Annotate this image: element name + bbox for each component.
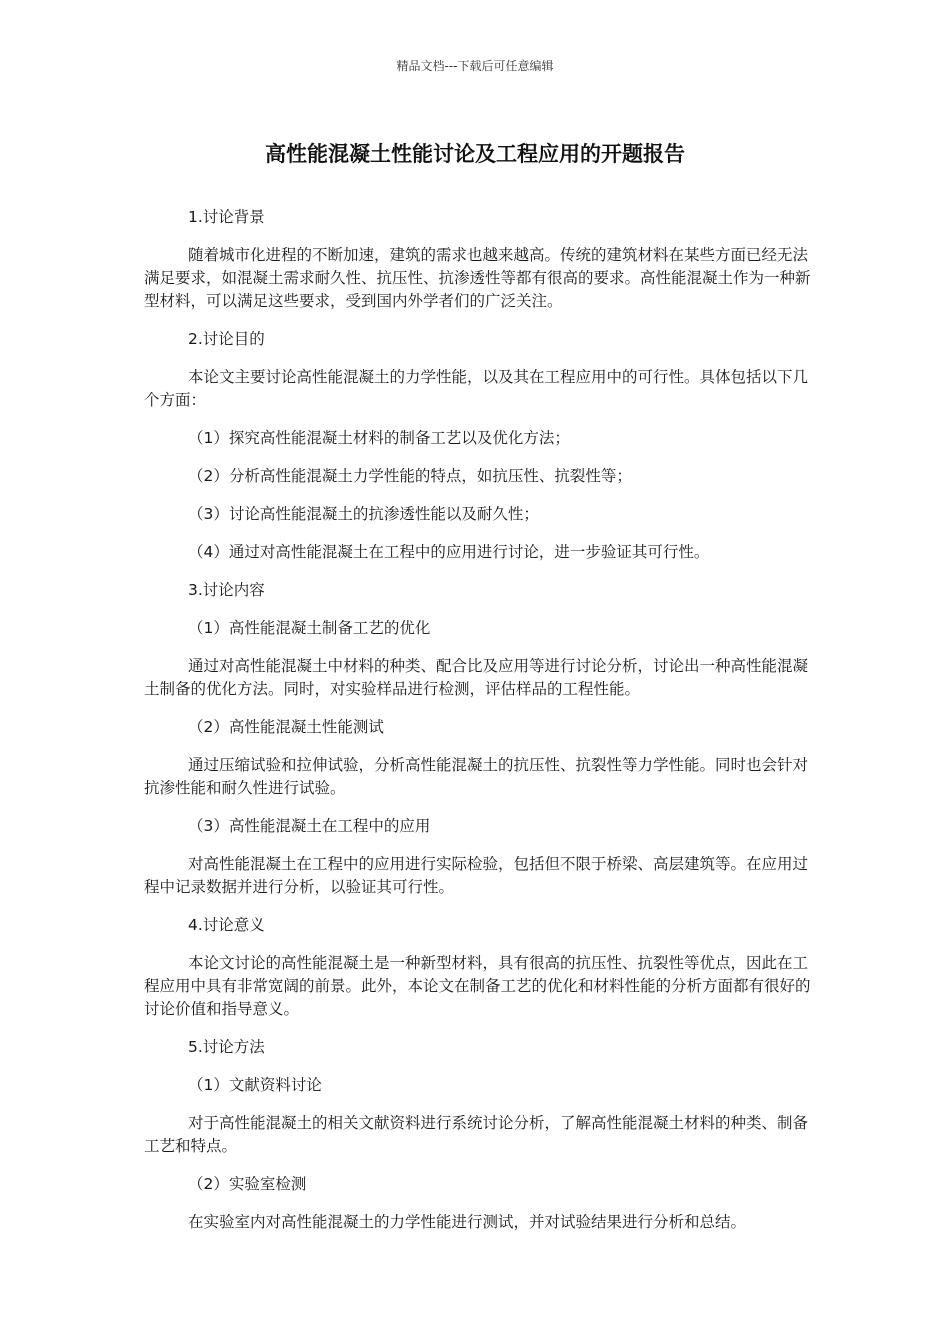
paragraph: 对于高性能混凝土的相关文献资料进行系统讨论分析，了解高性能混凝土材料的种类、制备工艺和特点。 [144,1114,809,1155]
list-item: （3）讨论高性能混凝土的抗渗透性能以及耐久性； [188,505,539,523]
section-heading-purpose: 2.讨论目的 [188,330,265,348]
document-body [144,206,816,1249]
subheading: （1）高性能混凝土制备工艺的优化 [188,619,431,637]
section-heading-significance: 4.讨论意义 [188,916,265,934]
list-item: （4）通过对高性能混凝土在工程中的应用进行讨论，进一步验证其可行性。 [188,543,710,561]
list-item: （1）探究高性能混凝土材料的制备工艺以及优化方法； [188,429,570,447]
paragraph: 通过对高性能混凝土中材料的种类、配合比及应用等进行讨论分析，讨论出一种高性能混凝土制备的优化方法。同时，对实验样品进行检测，评估样品的工程性能。 [144,657,809,698]
section-heading-methods: 5.讨论方法 [188,1038,265,1056]
header-note: 精品文档---下载后可任意编辑 [396,59,554,73]
subheading: （1）文献资料讨论 [188,1076,322,1094]
subheading: （2）实验室检测 [188,1175,307,1193]
list-item: （2）分析高性能混凝土力学性能的特点，如抗压性、抗裂性等； [188,467,632,485]
document-title: 高性能混凝土性能讨论及工程应用的开题报告 [265,142,685,166]
paragraph: 通过压缩试验和拉伸试验，分析高性能混凝土的抗压性、抗裂性等力学性能。同时也会针对抗渗性能和耐久性进行试验。 [144,756,809,797]
paragraph-background: 随着城市化进程的不断加速，建筑的需求也越来越高。传统的建筑材料在某些方面已经无法满足要求，如混凝土需求耐久性、抗压性、抗渗透性等都有很高的要求。高性能混凝土作为一种新型材料，可以满足这些要求，受到国内外学者们的广泛关注。 [144,246,811,310]
paragraph: 在实验室内对高性能混凝土的力学性能进行测试，并对试验结果进行分析和总结。 [188,1213,747,1231]
paragraph-significance: 本论文讨论的高性能混凝土是一种新型材料，具有很高的抗压性、抗裂性等优点，因此在工程应用中具有非常宽阔的前景。此外，本论文在制备工艺的优化和材料性能的分析方面都有很好的讨论价值和指导意义。 [144,954,811,1018]
paragraph: 对高性能混凝土在工程中的应用进行实际检验，包括但不限于桥梁、高层建筑等。在应用过程中记录数据并进行分析，以验证其可行性。 [144,855,809,896]
subheading: （2）高性能混凝土性能测试 [188,718,384,736]
section-heading-background: 1.讨论背景 [188,208,265,226]
paragraph-purpose: 本论文主要讨论高性能混凝土的力学性能，以及其在工程应用中的可行性。具体包括以下几个方面： [144,368,809,409]
subheading: （3）高性能混凝土在工程中的应用 [188,817,431,835]
section-heading-content: 3.讨论内容 [188,581,265,599]
